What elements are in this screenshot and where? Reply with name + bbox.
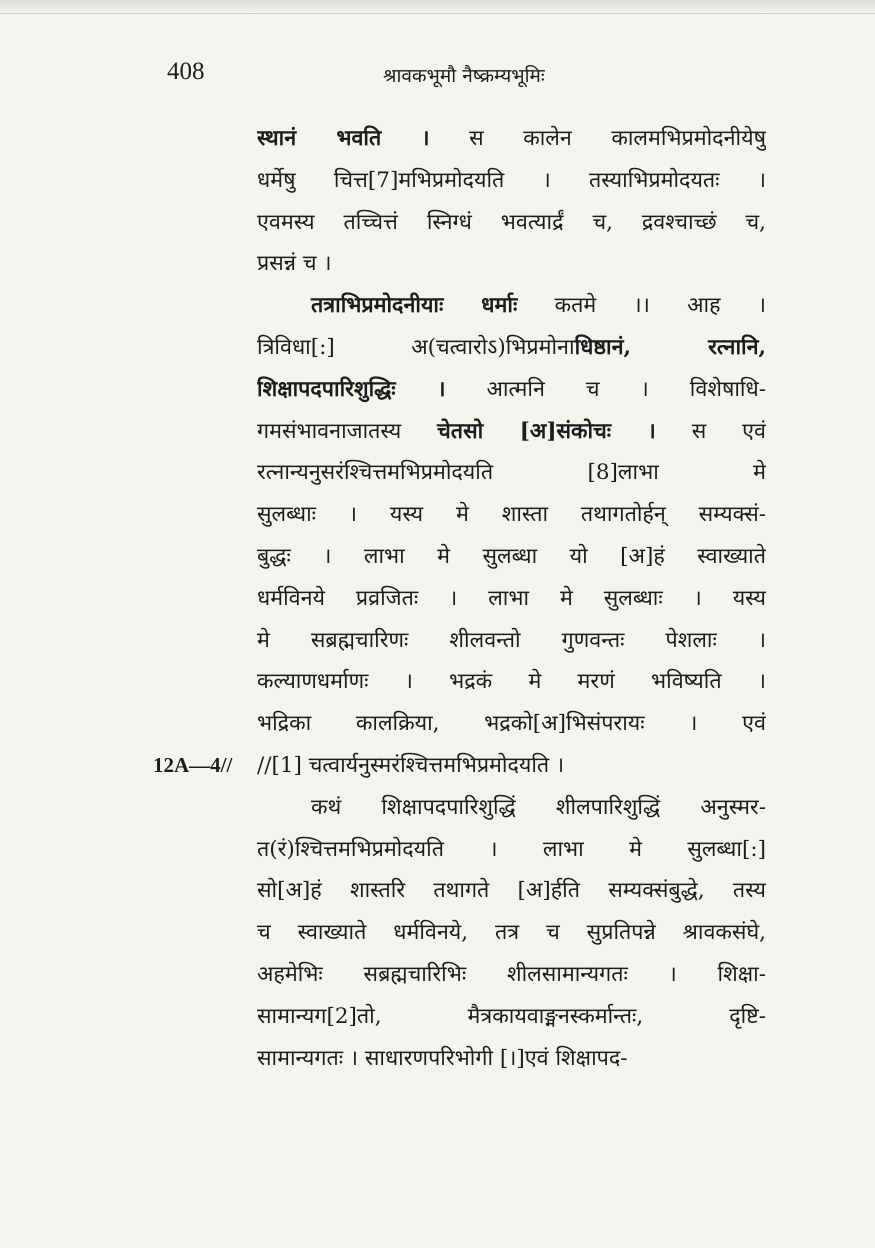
text-segment: अहमेभिः सब्रह्मचारिभिः शीलसामान्यगतः । शिक्षा- [257,961,766,987]
page-number: 408 [167,58,205,85]
text-line [257,703,766,745]
text-line [257,829,766,871]
text-line [257,745,766,787]
text-segment: रत्नान्यनुसरंश्चित्तमभिप्रमोदयति [8]लाभा मे [257,460,766,486]
bold-text-segment: तत्राभिप्रमोदनीयाः धर्माः [311,293,518,319]
text-line [257,411,766,453]
text-segment: एवमस्य तच्चित्तं स्निग्धं भवत्यार्द्रं च, द्रवश्चाच्छं च, [257,209,766,235]
text-segment: बुद्धः । लाभा मे सुलब्धा यो [अ]हं स्वाख्याते [257,543,766,569]
text-line [257,494,766,536]
text-line [257,160,766,202]
text-segment: मे सब्रह्मचारिणः शीलवन्तो गुणवन्तः पेशलाः । [257,627,766,653]
text-segment: कल्याणधर्माणः । भद्रकं मे मरणं भविष्यति । [257,669,766,695]
text-line [257,578,766,620]
bold-text-segment: स्थानं भवति । [257,126,430,151]
text-line [257,202,766,244]
text-segment: सामान्यगतः । साधारणपरिभोगी [।]एवं शिक्षापद- [257,1045,628,1071]
text-segment: गमसंभावनाजातस्य [257,418,438,444]
text-line [257,243,766,285]
text-segment: त(रं)श्चित्तमभिप्रमोदयति । लाभा मे सुलब्धा[:] [257,836,766,862]
text-segment: त्रिविधा[:] अ(चत्वारोऽ)भिप्रमोना [257,334,575,360]
text-line [257,912,766,954]
text-line [257,536,766,578]
text-segment: सो[अ]हं शास्तरि तथागते [अ]र्हति सम्यक्संबुद्धे, तस्य [257,878,766,904]
body-text [257,118,766,1079]
text-segment: कतमे ।। आह । [517,293,766,319]
scan-edge [0,0,875,14]
text-segment: धर्मेषु चित्त[7]मभिप्रमोदयति । तस्याभिप्रमोदयतः । [257,167,766,193]
text-segment: आत्मनि च । विशेषाधि- [445,376,766,402]
text-segment: //[1] चत्वार्यनुस्मरंश्चित्तमभिप्रमोदयति । [257,752,565,778]
text-segment: च स्वाख्याते धर्मविनये, तत्र च सुप्रतिपन्ने श्रावकसंघे, [257,920,766,946]
text-segment: धर्मविनये प्रव्रजितः । लाभा मे सुलब्धाः । यस्य [257,585,766,611]
bold-text-segment: शिक्षापदपारिशुद्धिः । [257,376,446,402]
running-title: श्रावकभूमौ नैष्क्रम्यभूमिः [383,65,545,87]
text-segment: प्रसन्नं च । [257,251,332,277]
bold-text-segment: धिष्ठानं, रत्नानि, [574,334,766,360]
text-segment: सामान्यग[2]तो, मैत्रकायवाङ्मनस्कर्मान्तः, दृष्टि- [257,1003,766,1029]
text-line [257,661,766,703]
text-segment: सुलब्धाः । यस्य मे शास्ता तथागतोर्हन् सम्यक्सं- [257,502,766,528]
text-segment: स एवं [655,418,766,444]
text-line [257,452,766,494]
text-line [257,954,766,996]
scan-line [0,13,875,14]
text-line [257,620,766,662]
page-header [0,58,875,98]
text-segment: स कालेन कालमभिप्रमोदनीयेषु [429,126,766,151]
text-line [257,118,766,160]
text-line [257,369,766,411]
text-segment: भद्रिका कालक्रिया, भद्रको[अ]भिसंपरायः । एवं [257,711,766,737]
text-line [257,870,766,912]
bold-text-segment: चेतसो [अ]संकोचः । [437,418,656,444]
text-line [257,996,766,1038]
margin-reference: 12A—4// [153,753,233,777]
text-segment: कथं शिक्षापदपारिशुद्धिं शीलपारिशुद्धिं अनुस्मर- [311,794,766,820]
text-line [257,787,766,829]
text-line [257,285,766,327]
text-line [257,327,766,369]
text-line [257,1038,766,1080]
